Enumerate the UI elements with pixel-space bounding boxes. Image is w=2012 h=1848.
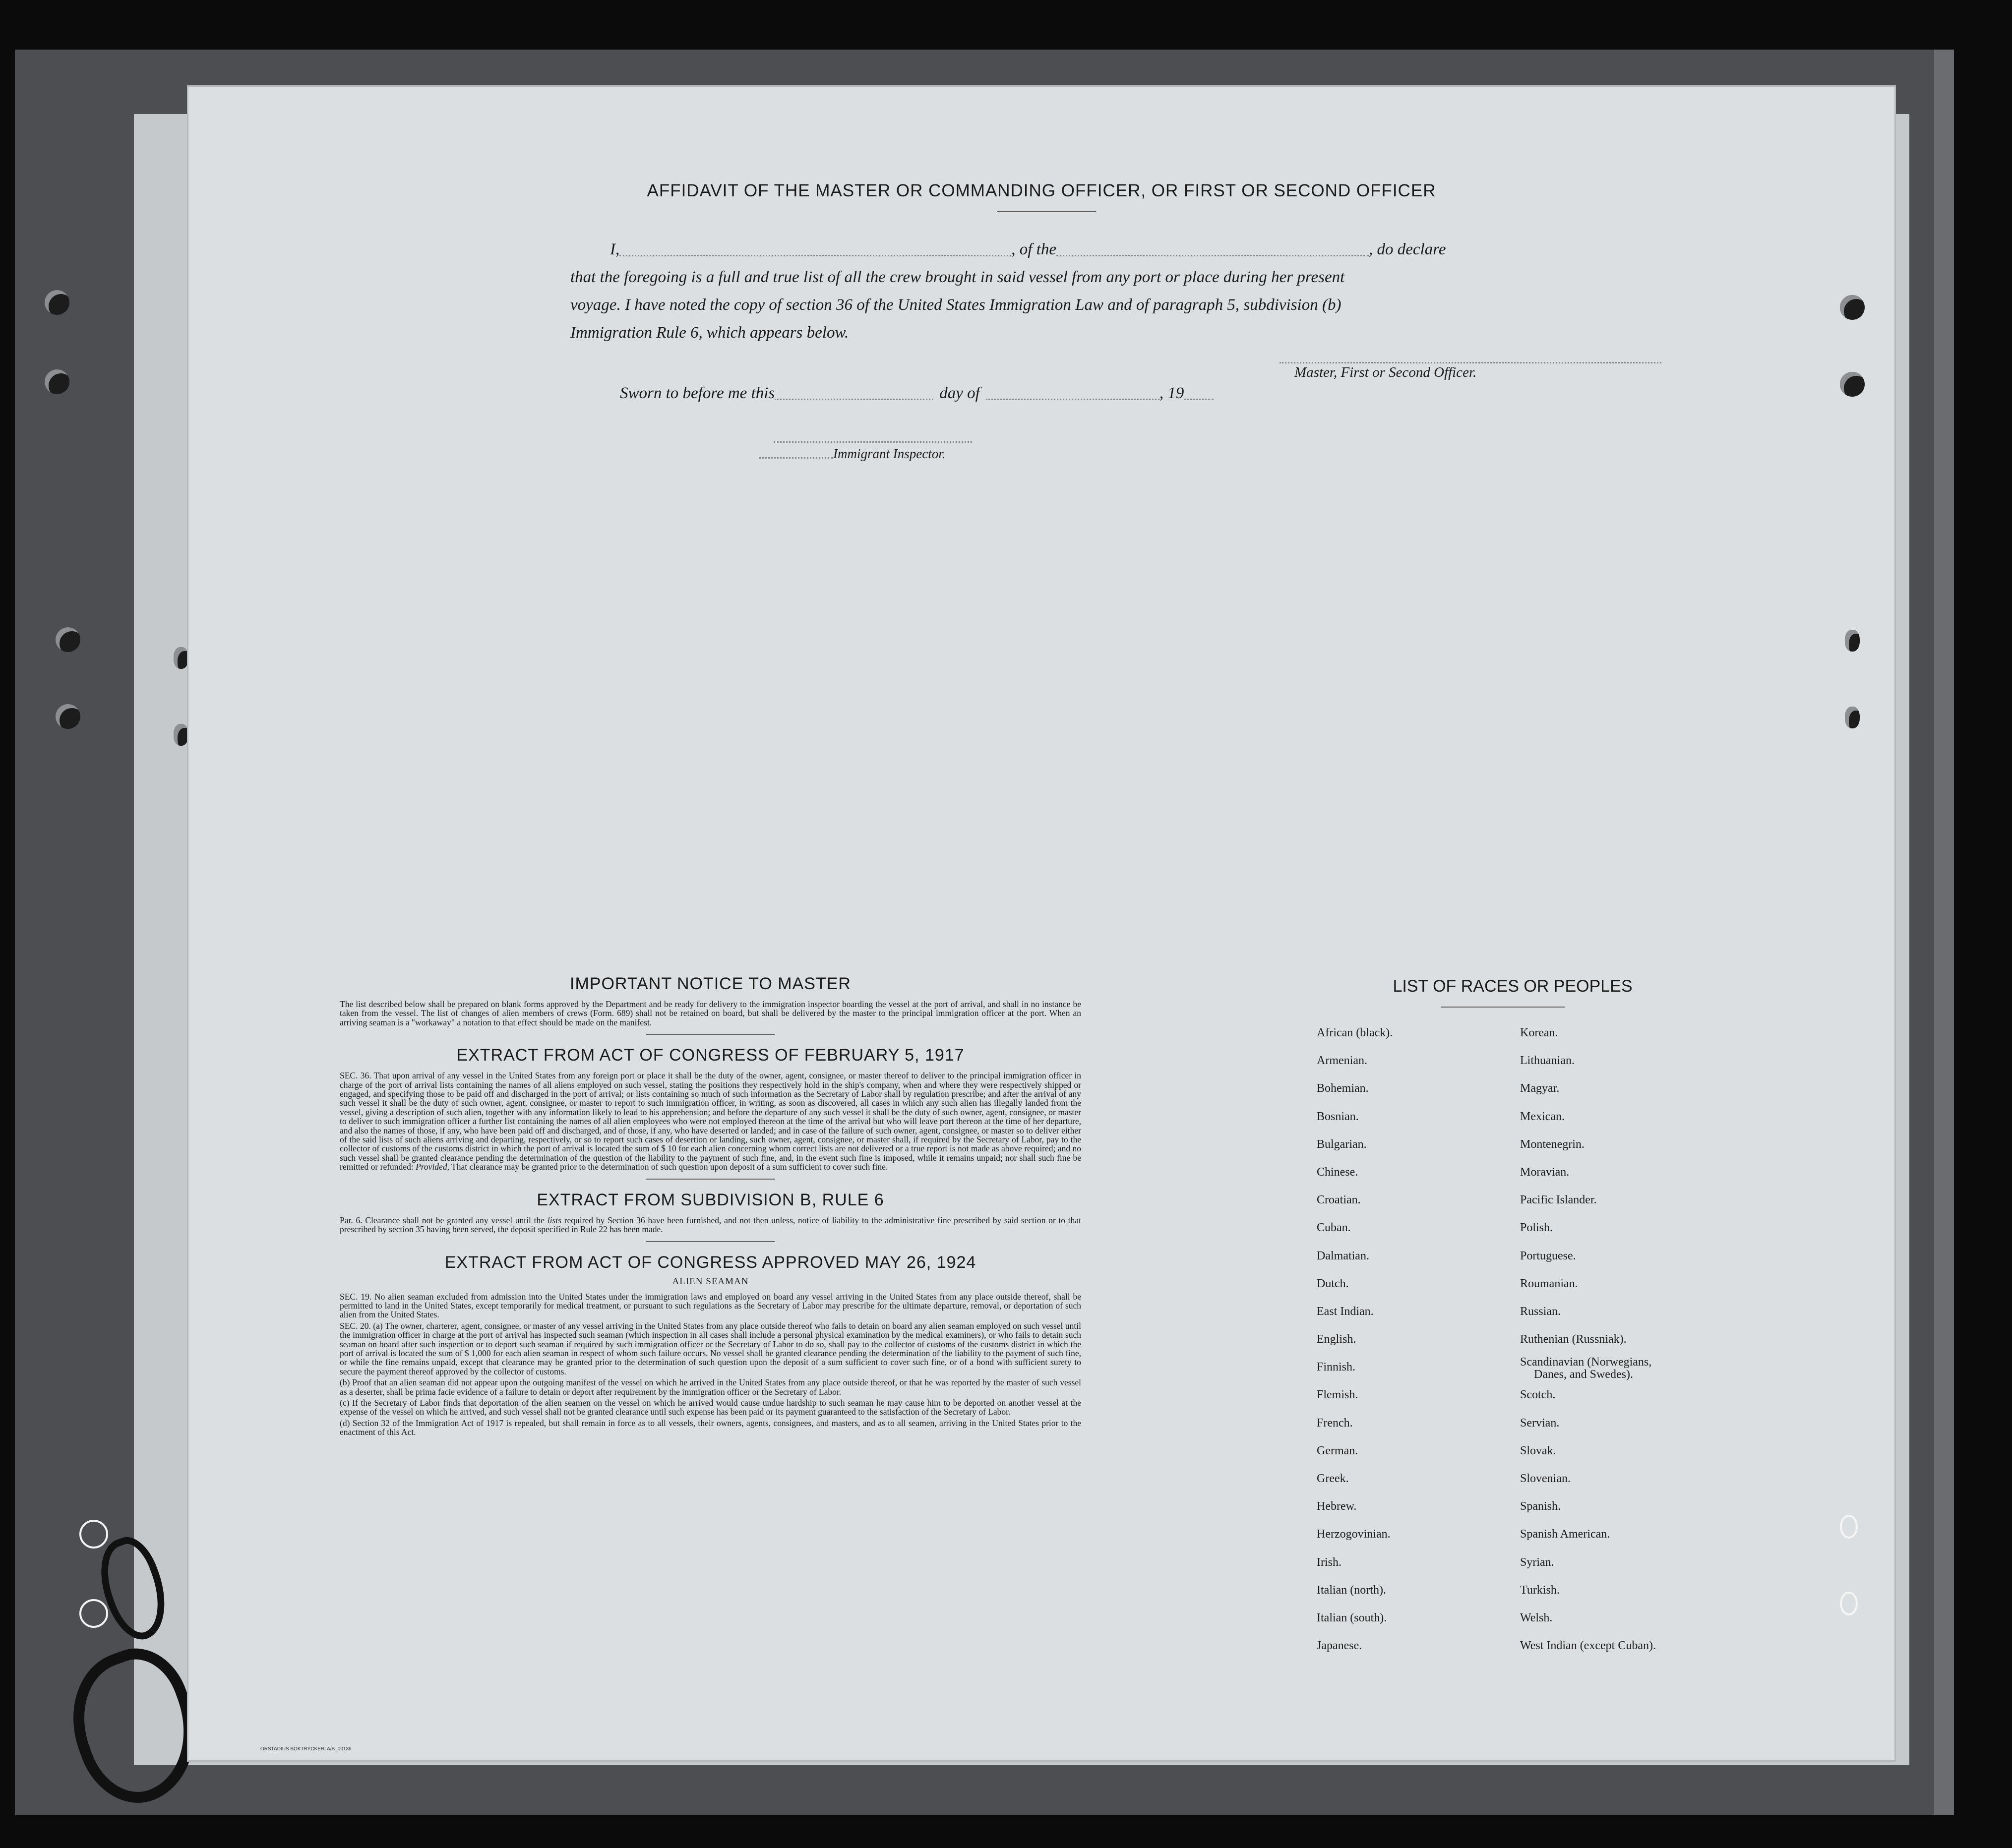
binder-hole [1840,1592,1858,1615]
race-item: Servian. [1520,1416,1560,1430]
binder-hole [1840,372,1865,397]
affidavit-line-2: that the foregoing is a full and true list of all the crew brought in said vessel from any port or place during her present [570,268,1345,286]
race-item: Mexican. [1520,1110,1565,1123]
act-1924-sec20a: SEC. 20. (a) The owner, charterer, agent, consignee, or master of any vessel arriving in the United States from any place outside thereof who fails to detain on board any alien seaman employed on such vessel until the immigration officer in charge at the port of arrival has inspected such seaman (which inspection in all cases shall include a personal physical examination by the medical examiners), or who fails to detain such seaman on board after such inspection or to deport such seaman if required by such immigration officer or the Secretary of Labor to do so, shall pay to the collector of customs of the customs district in which the port of arrival is located the sum of $ 1,000 for each alien seaman in respect of whom such failure occurs. No vessel shall be granted clearance pending the determination of the liability to the payment of such fine, or while the fine remains unpaid, except that clearance may be granted prior to the determination of such question upon the deposit of a sum sufficient to cover such fine, or of a bond with sufficient surety to secure the payment thereof approved by the collector of customs. [340,1320,1081,1376]
race-item: Spanish. [1520,1500,1561,1513]
race-item: Russian. [1520,1305,1561,1318]
race-item: Bulgarian. [1317,1137,1367,1151]
binder-hole [56,704,80,729]
act-1924-sec20c: (c) If the Secretary of Labor finds that deportation of the alien seamen on the vessel on which he arrived would cause undue hardship to such seaman he may cause him to be deported on another vessel at the expense of the vessel on which he arrived, and such vessel shall not be granted clearance until such expense has been paid or its payment guaranteed to the satisfaction of the Secretary of Labor. [340,1397,1081,1417]
act-1917-text [340,1071,1081,1171]
signature-line [1280,362,1661,363]
race-item: Slovak. [1520,1444,1556,1457]
binder-hole [1845,707,1860,728]
race-item: Irish. [1317,1555,1341,1569]
race-item: Armenian. [1317,1054,1367,1068]
race-item: Spanish American. [1520,1528,1610,1541]
binder-hole [1840,295,1865,320]
rule-6-lists: lists [547,1215,561,1225]
race-item: Finnish. [1317,1361,1356,1374]
race-item: Italian (north). [1317,1583,1386,1597]
race-item: Hebrew. [1317,1500,1357,1513]
race-item: Japanese. [1317,1639,1362,1653]
race-item: East Indian. [1317,1305,1374,1318]
race-item: Ruthenian (Russniak). [1520,1333,1627,1346]
race-item: German. [1317,1444,1358,1457]
inspector-label [759,446,945,462]
affidavit-page [188,87,1894,1760]
race-item: English. [1317,1333,1356,1346]
sworn-line [620,384,1214,403]
binder-hole [1845,630,1860,652]
rule-6-text [340,1216,1081,1234]
sworn-year: , 19 [1159,384,1184,402]
race-item: Chinese. [1317,1165,1358,1179]
race-item: Portuguese. [1520,1249,1576,1262]
binder-hole [1840,1515,1858,1539]
race-item: Scandinavian (Norwegians, [1520,1356,1652,1369]
race-item: Magyar. [1520,1082,1560,1095]
race-item: Bosnian. [1317,1110,1359,1123]
race-item: African (black). [1317,1026,1393,1039]
binder-hole [45,369,69,394]
act-1924-sec20d: (d) Section 32 of the Immigration Act of 1917 is repealed, but shall remain in force as to all vessels, their owners, agents, consignees, and masters, and as to all seamen, arriving in the United States prior to the enactment of this Act. [340,1418,1081,1437]
races-title: LIST OF RACES OR PEOPLES [1393,977,1633,996]
race-item: Dutch. [1317,1277,1349,1290]
act-1917-provided: Provided, [416,1162,449,1172]
race-item: Montenegrin. [1520,1137,1585,1151]
binder-hole [45,290,69,315]
race-item: Polish. [1520,1221,1553,1235]
race-item: Moravian. [1520,1165,1570,1179]
race-item: Croatian. [1317,1193,1361,1207]
sworn-prefix: Sworn to before me this [620,384,775,402]
races-left-column [1317,1019,1393,1660]
rule-6-text-a: Par. 6. Clearance shall not be granted any vessel until the [340,1215,545,1225]
race-item: Scotch. [1520,1388,1556,1402]
printer-imprint: ORSTADIUS BOKTRYCKERI A/B. 00136 [260,1746,352,1752]
inspector-signature-line [774,441,972,443]
affidavit-of-the: , of the [1011,240,1056,258]
act-1924-title: EXTRACT FROM ACT OF CONGRESS APPROVED MAY 26, 1924 [444,1252,976,1272]
affidavit-declare: , do declare [1368,240,1446,258]
races-divider [1441,1007,1565,1008]
race-item: Italian (south). [1317,1611,1387,1624]
race-item: Dalmatian. [1317,1249,1369,1262]
race-item: French. [1317,1416,1353,1430]
affidavit-line-3: voyage. I have noted the copy of section 36 of the United States Immigration Law and of paragraph 5, subdivision (b) [570,296,1341,314]
blank-name-field[interactable] [619,245,1011,256]
binder-hole [79,1520,108,1549]
blank-vessel-field[interactable] [1056,245,1369,256]
rule-6-title: EXTRACT FROM SUBDIVISION B, RULE 6 [537,1190,884,1209]
race-item: Greek. [1317,1472,1349,1485]
binder-hole [56,627,80,652]
blank-month-field[interactable] [986,389,1159,400]
rule-6-text-b: required by Section 36 have been furnished, and not then unless, notice of liability to the administrative fine prescribed by said section or to that prescribed by section 35 having been served, the deposit specified in Rule 22 has been made. [340,1215,1082,1235]
race-item: Lithuanian. [1520,1054,1575,1068]
section-divider [646,1179,775,1180]
race-item: Danes, and Swedes). [1534,1368,1633,1381]
race-item: Bohemian. [1317,1082,1369,1095]
act-1924-sec20b: (b) Proof that an alien seaman did not appear upon the outgoing manifest of the vessel on which he arrived in the United States from any place outside thereof, or that he was reported by the master of such vessel as a deserter, shall be prima facie evidence of a failure to detain or deport after requirement by the immigration officer or the Secretary of Labor. [340,1377,1081,1397]
race-item: Slovenian. [1520,1472,1571,1485]
section-divider [646,1034,775,1035]
section-divider [646,1241,775,1242]
affidavit-i: I, [610,240,620,258]
act-1917-title: EXTRACT FROM ACT OF CONGRESS OF FEBRUARY 5, 1917 [456,1046,965,1065]
blank-year-field[interactable] [1184,389,1214,400]
binder-hole [174,724,188,746]
race-item: Pacific Islander. [1520,1193,1597,1207]
act-1917-text-b: That clearance may be granted prior to the determination of such question upon deposit of a sum sufficient to cover such fine. [451,1162,888,1172]
race-item: Welsh. [1520,1611,1553,1624]
act-1924-subtitle: ALIEN SEAMAN [672,1276,749,1287]
affidavit-line-1 [570,236,1711,263]
binder-hole [174,647,188,669]
race-item: Roumanian. [1520,1277,1578,1290]
race-item-multiline [1520,1353,1656,1381]
inspector-label-text: Immigrant Inspector. [833,446,946,461]
affidavit-body [570,236,1711,347]
inspector-dots [759,451,833,459]
signature-label: Master, First or Second Officer. [1294,364,1477,380]
races-right-column [1520,1019,1656,1660]
race-item: Cuban. [1317,1221,1351,1235]
act-1924-sec19: SEC. 19. No alien seaman excluded from admission into the United States under the immigration laws and employed on board any vessel arriving in the United States from any place outside thereof, shall be permitted to land in the United States, except temporarily for medical treatment, or pursuant to such regulations as the Secretary of Labor may prescribe for the ultimate departure, removal, or deportation of such alien from the United States. [340,1291,1081,1320]
binder-hole [79,1599,108,1628]
notice-title: IMPORTANT NOTICE TO MASTER [570,974,851,993]
affidavit-line-4: Immigration Rule 6, which appears below. [570,324,849,342]
sworn-day-of: day of [939,384,980,402]
blank-day-field[interactable] [775,389,933,400]
race-item: Turkish. [1520,1583,1560,1597]
title-divider [997,211,1096,212]
race-item: Korean. [1520,1026,1558,1039]
act-1917-text-a: SEC. 36. That upon arrival of any vessel in the United States from any foreign port or place it shall be the duty of the owner, agent, consignee, or master thereof to deliver to the principal immigration officer in charge of the port of arrival lists containing the names of all aliens employed on such vessel, stating the positions they respectively hold in the ship's company, when and where they were respectively shipped or engaged, and specifying those to be paid off and discharged in the port of arrival; or lists containing so much of such information as the Secretary of Labor shall by regulation prescribe; and after the arrival of any such vessel it shall be the duty of such owner, agent, consignee, or master to report to such immigration officer, in writing, as soon as discovered, all cases in which any such alien has illegally landed from the vessel, giving a description of such alien, together with any information likely to lead to his apprehension; and before the departure of any such vessel it shall be the duty of such owner, agent, consignee, or master to deliver to such immigration officer a further list containing the names of all alien employees who were not employed thereon at the time of the arrival but who will leave port thereon at the time of her departure, and also the names of those, if any, who have been paid off and discharged, and of those, if any, who have deserted or landed; and in case of the failure of such owner, agent, consignee, or master so to deliver either of the said lists of such aliens arriving and departing, respectively, or so to report such cases of desertion or landing, such owner, agent, consignee, or master shall, if required by the Secretary of Labor, pay to the collector of customs of the customs district in which the port of arrival is located the sum of $ 10 for each alien concerning whom correct lists are not delivered or a true report is not made as above required; and no such vessel shall be granted clearance pending the determination of the question of the liability to the payment of such fine, and, in the event such fine is imposed, while it remains unpaid; nor shall such fine be remitted or refunded: [340,1071,1081,1172]
legal-notice [340,974,1081,1439]
race-item: West Indian (except Cuban). [1520,1639,1656,1653]
race-item: Flemish. [1317,1388,1358,1402]
race-item: Syrian. [1520,1555,1554,1569]
race-item: Herzogovinian. [1317,1528,1391,1541]
notice-text: The list described below shall be prepared on blank forms approved by the Department and be ready for delivery to the immigration inspector boarding the vessel at the port of arrival, and shall in no instance be taken from the vessel. The list of changes of alien members of crews (Form. 689) shall not be retained on board, but shall be delivered by the master to the principal immigration officer at the port. When an arriving seaman is a "workaway" a notation to that effect should be made on the manifest. [340,999,1081,1027]
affidavit-title: AFFIDAVIT OF THE MASTER OR COMMANDING OFFICER, OR FIRST OR SECOND OFFICER [647,181,1436,200]
